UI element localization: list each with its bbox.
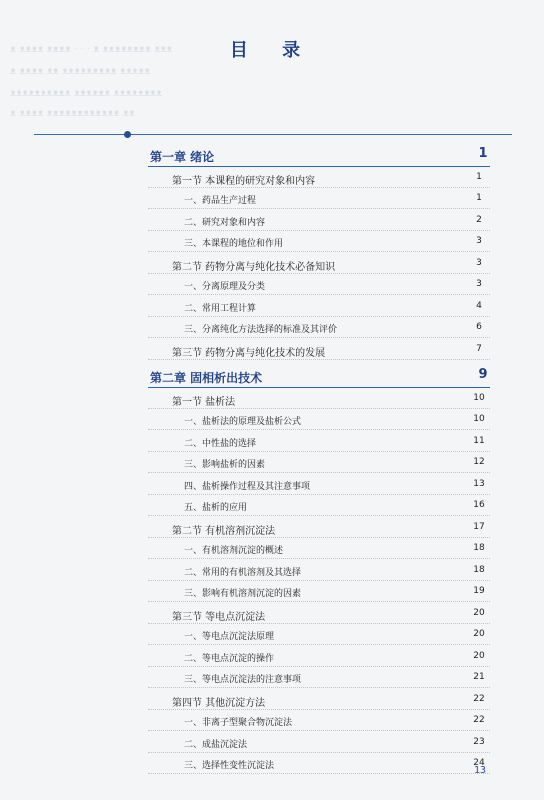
- leader-line: [148, 359, 490, 360]
- toc-entry-title: 第一节 本课程的研究对象和内容: [172, 175, 316, 187]
- toc-entry-page: 1: [476, 193, 482, 203]
- toc-entry-page: 24: [473, 758, 485, 768]
- toc-entry-page: 19: [473, 586, 485, 596]
- toc-chapter: [0, 367, 544, 389]
- toc-entry-page: 20: [473, 650, 485, 661]
- toc-entry-title: 一、盐析法的原理及盐析公式: [184, 417, 302, 427]
- toc-entry-title: 第二节 药物分离与纯化技术必备知识: [172, 261, 336, 273]
- toc-item: [0, 232, 544, 254]
- leader-line: [148, 187, 490, 188]
- toc-entry-page: 20: [473, 629, 485, 639]
- toc-entry-title: 一、药品生产过程: [184, 196, 257, 206]
- leader-line: [148, 515, 490, 516]
- toc-item: [0, 432, 544, 454]
- leader-line: [148, 337, 490, 338]
- toc-entry-title: 三、分离纯化方法选择的标准及其评价: [184, 325, 338, 335]
- toc-section: [0, 690, 544, 712]
- bleed-through-text: ᴥᴥᴥᴥᴥᴥᴥᴥᴥᴥ ᴥᴥᴥᴥᴥᴥ ᴥᴥᴥᴥᴥᴥᴥᴥ: [10, 88, 163, 99]
- toc-chapter: [0, 146, 544, 168]
- bleed-through-text: ᴥ ᴥᴥᴥᴥ ᴥᴥᴥᴥ · · · ᴥ ᴥᴥᴥᴥᴥᴥᴥᴥ ᴥᴥᴥ: [10, 44, 173, 55]
- toc-item: [0, 668, 544, 690]
- toc-entry-page: 17: [473, 521, 485, 532]
- toc-entry-title: 二、等电点沉淀的操作: [184, 653, 275, 664]
- leader-line: [148, 730, 490, 731]
- toc-entry-title: 一、有机溶剂沉淀的概述: [184, 546, 284, 556]
- leader-line: [148, 752, 490, 753]
- toc-entry-title: 三、影响盐析的因素: [184, 460, 266, 470]
- toc-item: [0, 539, 544, 561]
- toc-entry-title: 第二章 固相析出技术: [150, 371, 263, 385]
- toc-entry-page: 13: [473, 478, 485, 489]
- toc-entry-title: 五、盐析的应用: [184, 503, 248, 513]
- toc-entry-page: 16: [473, 500, 485, 510]
- toc-section: [0, 518, 544, 540]
- leader-line: [148, 472, 490, 473]
- bleed-through-text: ᴥ ᴥᴥᴥᴥ ᴥᴥ ᴥᴥᴥᴥᴥᴥᴥᴥᴥ ᴥᴥᴥᴥᴥ: [10, 66, 151, 77]
- toc-item: [0, 297, 544, 319]
- toc-item: [0, 496, 544, 518]
- toc-entry-page: 22: [473, 715, 485, 725]
- toc-item: [0, 582, 544, 604]
- toc-entry-title: 二、成盐沉淀法: [184, 739, 248, 750]
- toc-entry-title: 四、盐析操作过程及其注意事项: [184, 481, 311, 492]
- title-rule: [34, 134, 512, 135]
- toc-entry-page: 1: [478, 146, 488, 161]
- toc-entry-page: 6: [476, 322, 482, 332]
- leader-line: [148, 623, 490, 624]
- toc-item: [0, 475, 544, 497]
- toc-item: [0, 410, 544, 432]
- toc-section: [0, 168, 544, 190]
- toc-section: [0, 604, 544, 626]
- toc-entry-page: 7: [476, 343, 482, 354]
- toc-entry-title: 第三节 药物分离与纯化技术的发展: [172, 347, 326, 359]
- toc-item: [0, 453, 544, 475]
- leader-line: [148, 580, 490, 581]
- leader-line: [148, 558, 490, 559]
- toc-entry-title: 第二节 有机溶剂沉淀法: [172, 525, 276, 537]
- toc-entry-page: 9: [478, 367, 488, 382]
- toc-entry-page: 1: [476, 171, 482, 182]
- toc-entry-page: 10: [473, 414, 485, 424]
- title-rule-dot: [124, 131, 131, 138]
- leader-line: [148, 251, 490, 252]
- toc-item: [0, 733, 544, 755]
- leader-line: [148, 208, 490, 209]
- toc-entry-page: 11: [473, 435, 485, 446]
- leader-line: [148, 644, 490, 645]
- toc-item: [0, 711, 544, 733]
- toc-entry-title: 第一章 绪论: [150, 150, 215, 164]
- leader-line: [148, 709, 490, 710]
- toc-entry-page: 10: [473, 392, 485, 403]
- toc-entry-page: 18: [473, 564, 485, 575]
- toc-entry-title: 二、常用工程计算: [184, 303, 257, 314]
- leader-line: [148, 429, 490, 430]
- toc-entry-page: 2: [476, 214, 482, 225]
- toc-entry-title: 一、非离子型聚合物沉淀法: [184, 718, 293, 728]
- toc-entry-title: 一、分离原理及分类: [184, 282, 266, 292]
- toc-entry-title: 第一节 盐析法: [172, 396, 236, 408]
- toc-item: [0, 561, 544, 583]
- toc-item: [0, 754, 544, 776]
- leader-line: [148, 773, 490, 774]
- leader-line: [148, 451, 490, 452]
- toc-entry-page: 18: [473, 543, 485, 553]
- bleed-through-text: ᴥ ᴥᴥᴥᴥ ᴥᴥᴥᴥᴥᴥᴥᴥᴥᴥᴥᴥ ᴥᴥ: [10, 108, 135, 119]
- leader-line: [148, 294, 490, 295]
- toc-section: [0, 254, 544, 276]
- toc-entry-title: 三、影响有机溶剂沉淀的因素: [184, 589, 302, 599]
- page-number: 13: [474, 765, 487, 776]
- page-title: 目 录: [229, 40, 315, 61]
- leader-line: [148, 537, 490, 538]
- leader-line: [148, 666, 490, 667]
- toc-entry-page: 21: [473, 672, 485, 682]
- toc-item: [0, 647, 544, 669]
- leader-line: [148, 408, 490, 409]
- toc-entry-page: 4: [476, 300, 482, 311]
- leader-line: [148, 230, 490, 231]
- toc-section: [0, 389, 544, 411]
- toc-item: [0, 318, 544, 340]
- toc-entry-title: 二、常用的有机溶剂及其选择: [184, 567, 302, 578]
- toc-item: [0, 211, 544, 233]
- toc-entry-page: 3: [476, 257, 482, 268]
- toc-item: [0, 275, 544, 297]
- toc-section: [0, 340, 544, 362]
- toc-entry-title: 三、等电点沉淀法的注意事项: [184, 675, 302, 685]
- leader-line: [148, 687, 490, 688]
- toc-entry-page: 3: [476, 236, 482, 246]
- leader-line: [148, 316, 490, 317]
- toc-entry-page: 22: [473, 693, 485, 704]
- toc-entry-page: 23: [473, 736, 485, 747]
- leader-line: [148, 273, 490, 274]
- toc-entry-title: 二、中性盐的选择: [184, 438, 257, 449]
- toc-entry-page: 12: [473, 457, 485, 467]
- toc-entry-title: 三、本课程的地位和作用: [184, 239, 284, 249]
- toc-entry-title: 第三节 等电点沉淀法: [172, 611, 266, 623]
- toc-item: [0, 625, 544, 647]
- toc-entry-page: 20: [473, 607, 485, 618]
- toc-entry-title: 一、等电点沉淀法原理: [184, 632, 275, 642]
- leader-line: [148, 494, 490, 495]
- toc-entry-title: 第四节 其他沉淀方法: [172, 697, 266, 709]
- toc-entry-title: 三、选择性变性沉淀法: [184, 761, 275, 771]
- toc-entry-page: 3: [476, 279, 482, 289]
- leader-line: [148, 601, 490, 602]
- toc-entry-title: 二、研究对象和内容: [184, 217, 266, 228]
- toc-item: [0, 189, 544, 211]
